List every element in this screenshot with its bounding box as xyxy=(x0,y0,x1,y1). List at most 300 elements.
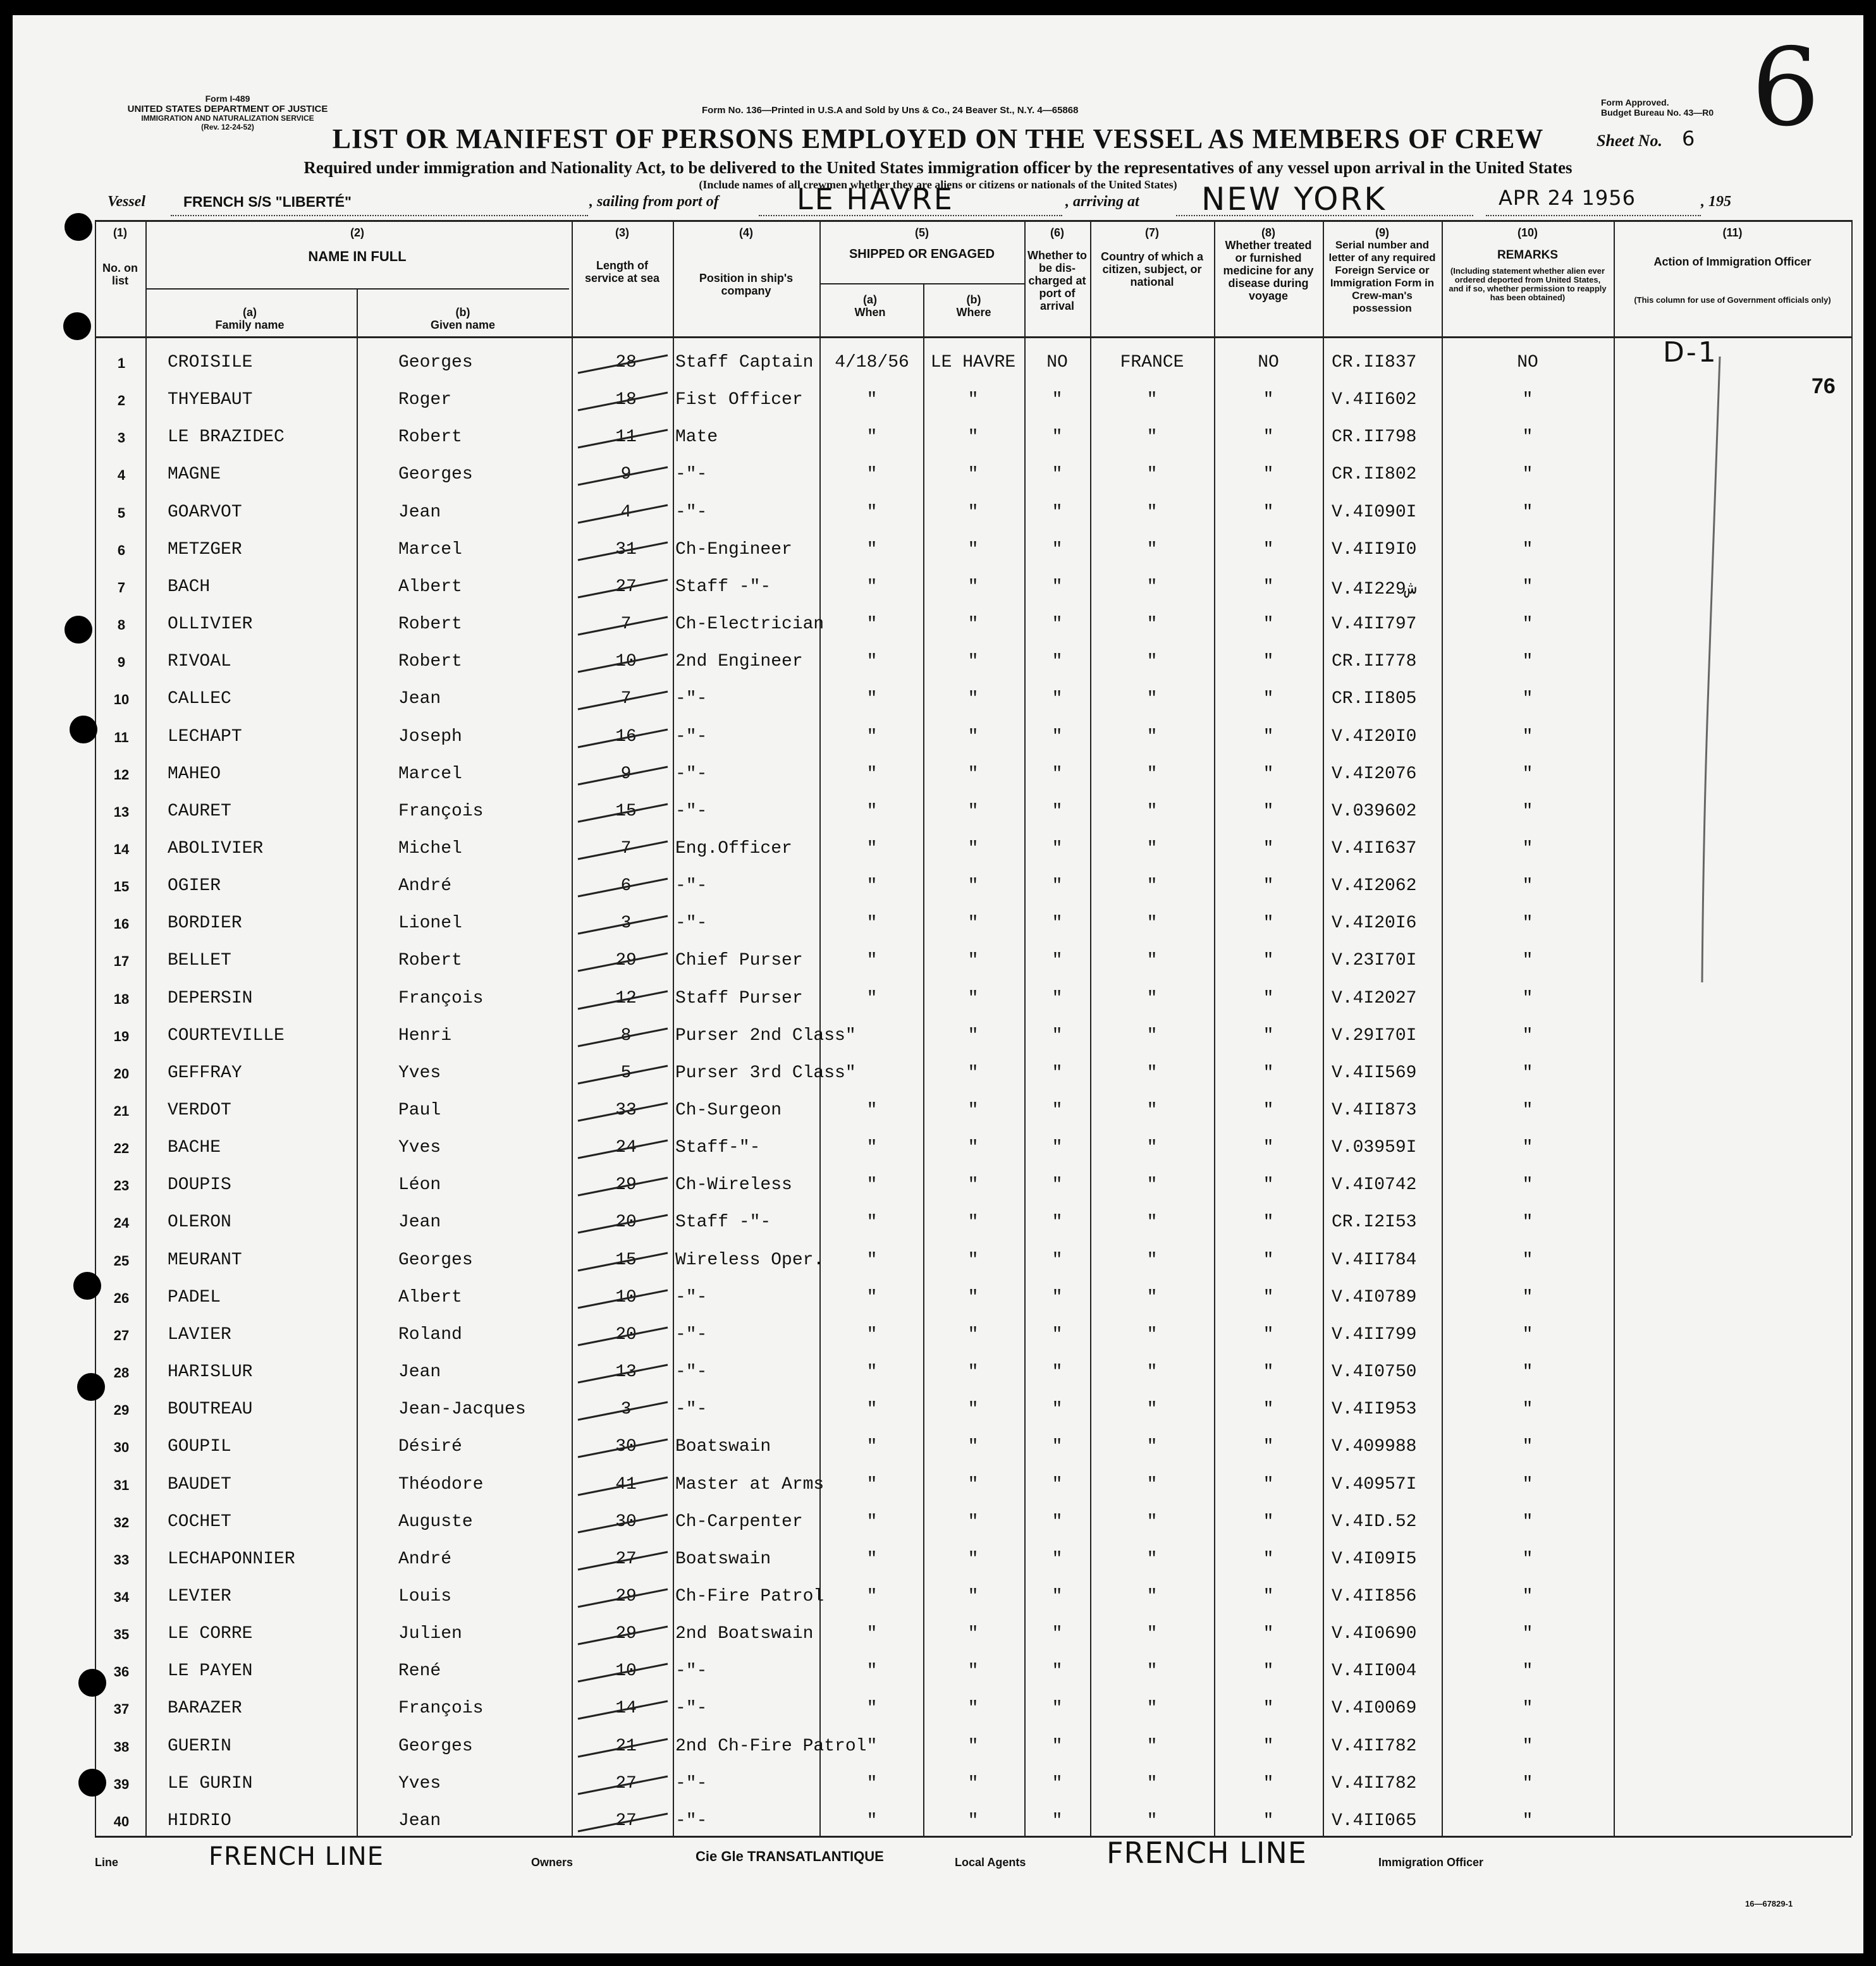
pencil-check-mark xyxy=(575,1174,670,1199)
cell-where: " xyxy=(967,652,979,671)
cell-where: " xyxy=(967,577,979,597)
pencil-check-mark xyxy=(575,1511,670,1536)
cell-where: " xyxy=(967,1175,979,1195)
cell-position: Purser 2nd Class" xyxy=(675,1026,856,1046)
cell-discharged: " xyxy=(1051,1774,1063,1793)
cell-remarks: " xyxy=(1522,913,1533,933)
given-name-header: Given name xyxy=(430,319,496,331)
cell-discharged: " xyxy=(1051,427,1063,447)
cell-given: Jean xyxy=(398,503,441,522)
cell-when: " xyxy=(866,1175,878,1195)
cell-family: VERDOT xyxy=(168,1101,231,1120)
cell-given: Albert xyxy=(398,577,462,597)
cell-serial: V.40957I xyxy=(1332,1475,1417,1494)
cell-where: " xyxy=(967,1026,979,1046)
cell-where: " xyxy=(967,951,979,970)
cell-remarks: " xyxy=(1522,839,1533,858)
cell-given: Robert xyxy=(398,951,462,970)
cell-position: -"- xyxy=(675,876,708,896)
form-rev: (Rev. 12-24-52) xyxy=(201,123,254,131)
cell-length: 7 xyxy=(620,689,632,709)
pencil-check-mark xyxy=(575,875,670,900)
cell-discharged: " xyxy=(1051,727,1063,747)
cell-country: " xyxy=(1146,1699,1158,1718)
cell-remarks: " xyxy=(1522,1138,1533,1157)
cell-remarks: " xyxy=(1522,1624,1533,1644)
cell-remarks: " xyxy=(1522,1400,1533,1419)
cell-serial: V.409988 xyxy=(1332,1437,1417,1456)
cell-length: 20 xyxy=(615,1212,637,1232)
cell-position: Eng.Officer xyxy=(675,839,792,858)
cell-family: COURTEVILLE xyxy=(168,1026,285,1046)
crew-count-mark: 76 xyxy=(1812,374,1836,398)
cell-given: Lionel xyxy=(398,913,462,933)
cell-given: Robert xyxy=(398,427,462,447)
arrival-port: NEW YORK xyxy=(1201,181,1387,217)
cell-country: " xyxy=(1146,614,1158,634)
cell-country: " xyxy=(1146,1512,1158,1532)
cell-given: Robert xyxy=(398,652,462,671)
row-number: 33 xyxy=(113,1552,130,1568)
punch-hole xyxy=(64,213,92,241)
cell-position: Boatswain xyxy=(675,1437,771,1456)
cell-when: " xyxy=(866,465,878,484)
cell-position: -"- xyxy=(675,913,708,933)
pencil-check-mark xyxy=(575,987,670,1013)
cell-where: " xyxy=(967,1475,979,1494)
cell-country: " xyxy=(1146,540,1158,559)
cell-position: -"- xyxy=(675,1288,708,1307)
cell-serial: V.4I2062 xyxy=(1332,876,1417,896)
row-number: 16 xyxy=(113,916,130,932)
row-number: 3 xyxy=(117,430,126,446)
cell-serial: V.039602 xyxy=(1332,802,1417,821)
row-number: 39 xyxy=(113,1776,130,1792)
cell-remarks: " xyxy=(1522,1699,1533,1718)
cell-country: " xyxy=(1146,1437,1158,1456)
cell-where: " xyxy=(967,764,979,784)
cell-length: 28 xyxy=(615,353,637,372)
cell-family: BELLET xyxy=(168,951,231,970)
cell-treated: " xyxy=(1263,614,1274,634)
length-of-service-header: Length of service at sea xyxy=(584,259,660,284)
row-number: 18 xyxy=(113,991,130,1007)
cell-serial: V.4I0750 xyxy=(1332,1362,1417,1382)
cell-serial: V.4II637 xyxy=(1332,839,1417,858)
cell-discharged: " xyxy=(1051,577,1063,597)
row-number: 1 xyxy=(117,355,126,371)
pencil-check-mark xyxy=(575,1286,670,1312)
cell-treated: " xyxy=(1263,503,1274,522)
col10-number: (10) xyxy=(1517,226,1538,239)
cell-country: " xyxy=(1146,1325,1158,1345)
cell-length: 6 xyxy=(620,876,632,896)
col1-number: (1) xyxy=(113,226,127,239)
cell-given: René xyxy=(398,1661,441,1681)
cell-given: Louis xyxy=(398,1587,452,1606)
cell-position: Chief Purser xyxy=(675,951,803,970)
cell-country: " xyxy=(1146,1737,1158,1756)
cell-given: Yves xyxy=(398,1063,441,1083)
cell-discharged: " xyxy=(1051,989,1063,1008)
cell-remarks: " xyxy=(1522,1288,1533,1307)
cell-position: Mate xyxy=(675,427,718,447)
cell-position: Boatswain xyxy=(675,1549,771,1569)
cell-when: " xyxy=(866,913,878,933)
cell-serial: V.4I0690 xyxy=(1332,1624,1417,1644)
pencil-check-mark xyxy=(575,1548,670,1573)
cell-where: " xyxy=(967,727,979,747)
col11-number: (11) xyxy=(1722,226,1743,239)
cell-when: " xyxy=(866,1101,878,1120)
cell-where: " xyxy=(967,1325,979,1345)
form-approved: Form Approved. xyxy=(1601,97,1669,107)
cell-where: " xyxy=(967,876,979,896)
cell-discharged: " xyxy=(1051,1101,1063,1120)
manifest-note: (Include names of all crewmen whether they are aliens or citizens or nationals of the United States) xyxy=(699,178,1177,191)
cell-treated: " xyxy=(1263,1250,1274,1270)
cell-where: " xyxy=(967,1212,979,1232)
cell-treated: " xyxy=(1263,802,1274,821)
cell-length: 3 xyxy=(620,1400,632,1419)
pencil-check-mark xyxy=(575,1623,670,1648)
discharged-header: Whether to be dis-charged at port of arrival xyxy=(1027,249,1087,312)
cell-remarks: " xyxy=(1522,1212,1533,1232)
pencil-check-mark xyxy=(575,1773,670,1798)
cell-position: -"- xyxy=(675,764,708,784)
pencil-check-mark xyxy=(575,351,670,377)
cell-given: Georges xyxy=(398,1250,473,1270)
cell-discharged: " xyxy=(1051,1175,1063,1195)
cell-serial: V.4I0789 xyxy=(1332,1288,1417,1307)
cell-given: Albert xyxy=(398,1288,462,1307)
cell-discharged: " xyxy=(1051,1811,1063,1831)
cell-discharged: " xyxy=(1051,951,1063,970)
cell-length: 3 xyxy=(620,913,632,933)
row-number: 5 xyxy=(117,505,126,521)
cell-country: " xyxy=(1146,465,1158,484)
cell-family: LECHAPT xyxy=(168,727,242,747)
cell-country: " xyxy=(1146,764,1158,784)
cell-position: -"- xyxy=(675,1699,708,1718)
cell-discharged: " xyxy=(1051,1325,1063,1345)
action-pencil-line xyxy=(1695,357,1732,989)
cell-where: " xyxy=(967,1774,979,1793)
action-header: Action of Immigration Officer xyxy=(1653,255,1812,268)
shipped-header: SHIPPED OR ENGAGED xyxy=(849,247,995,261)
cell-remarks: " xyxy=(1522,1774,1533,1793)
cell-length: 15 xyxy=(615,1250,637,1270)
cell-discharged: " xyxy=(1051,1250,1063,1270)
cell-serial: V.4II004 xyxy=(1332,1661,1417,1681)
pencil-check-mark xyxy=(575,1697,670,1723)
cell-when: " xyxy=(866,1737,878,1756)
cell-length: 41 xyxy=(615,1475,637,1494)
cell-when: " xyxy=(866,1400,878,1419)
pencil-check-mark xyxy=(575,1099,670,1125)
cell-treated: " xyxy=(1263,1475,1274,1494)
pencil-check-mark xyxy=(575,1062,670,1087)
vessel-label: Vessel xyxy=(107,193,145,210)
cell-length: 27 xyxy=(615,577,637,597)
cell-family: BACHE xyxy=(168,1138,221,1157)
cell-length: 27 xyxy=(615,1811,637,1831)
cell-country: " xyxy=(1146,1661,1158,1681)
cell-serial: V.4II782 xyxy=(1332,1737,1417,1756)
cell-country: " xyxy=(1146,1026,1158,1046)
row-number: 11 xyxy=(114,730,129,745)
cell-where: " xyxy=(967,1288,979,1307)
cell-remarks: " xyxy=(1522,1250,1533,1270)
cell-position: -"- xyxy=(675,727,708,747)
cell-length: 21 xyxy=(615,1737,637,1756)
cell-length: 33 xyxy=(615,1101,637,1120)
cell-serial: V.4I0069 xyxy=(1332,1699,1417,1718)
cell-treated: " xyxy=(1263,989,1274,1008)
cell-position: Master at Arms xyxy=(675,1475,825,1494)
punch-hole xyxy=(63,312,91,340)
cell-treated: " xyxy=(1263,540,1274,559)
cell-position: Staff -"- xyxy=(675,577,771,597)
cell-country: " xyxy=(1146,503,1158,522)
cell-when: " xyxy=(866,1587,878,1606)
cell-remarks: " xyxy=(1522,727,1533,747)
cell-family: BOUTREAU xyxy=(168,1400,253,1419)
cell-country: " xyxy=(1146,652,1158,671)
cell-position: -"- xyxy=(675,465,708,484)
cell-remarks: " xyxy=(1522,1587,1533,1606)
cell-position: Ch-Surgeon xyxy=(675,1101,782,1120)
cell-where: " xyxy=(967,1811,979,1831)
cell-country: " xyxy=(1146,1101,1158,1120)
cell-discharged: " xyxy=(1051,1624,1063,1644)
cell-serial: V.4II873 xyxy=(1332,1101,1417,1120)
cell-where: " xyxy=(967,989,979,1008)
cell-treated: " xyxy=(1263,1362,1274,1382)
cell-family: LE CORRE xyxy=(168,1624,253,1644)
cell-length: 8 xyxy=(620,1026,632,1046)
cell-where: " xyxy=(967,1138,979,1157)
cell-country: " xyxy=(1146,1811,1158,1831)
cell-length: 9 xyxy=(620,764,632,784)
cell-given: Georges xyxy=(398,353,473,372)
cell-family: LE BRAZIDEC xyxy=(168,427,285,447)
cell-length: 20 xyxy=(615,1325,637,1345)
pencil-check-mark xyxy=(575,1361,670,1386)
row-number: 14 xyxy=(113,841,130,857)
cell-country: " xyxy=(1146,1250,1158,1270)
pencil-check-mark xyxy=(575,838,670,863)
row-number: 32 xyxy=(113,1515,130,1530)
cell-where: " xyxy=(967,1400,979,1419)
cell-family: MAHEO xyxy=(168,764,221,784)
treated-header: Whether treated or furnished medicine for any disease during voyage xyxy=(1223,239,1314,302)
cell-country: " xyxy=(1146,1400,1158,1419)
cell-length: 10 xyxy=(615,652,637,671)
cell-country: " xyxy=(1146,427,1158,447)
cell-country: " xyxy=(1146,390,1158,410)
cell-length: 15 xyxy=(615,802,637,821)
cell-when: " xyxy=(866,951,878,970)
pencil-check-mark xyxy=(575,1211,670,1236)
cell-remarks: " xyxy=(1522,1512,1533,1532)
cell-serial: CR.II778 xyxy=(1332,652,1417,671)
cell-discharged: " xyxy=(1051,1475,1063,1494)
cell-serial: V.4II799 xyxy=(1332,1325,1417,1345)
cell-when: " xyxy=(866,390,878,410)
cell-where: " xyxy=(967,1587,979,1606)
cell-when: " xyxy=(866,727,878,747)
cell-position: Staff -"- xyxy=(675,1212,771,1232)
cell-remarks: " xyxy=(1522,1101,1533,1120)
row-number: 10 xyxy=(113,692,130,707)
cell-when: " xyxy=(866,1138,878,1157)
cell-family: OGIER xyxy=(168,876,221,896)
cell-remarks: " xyxy=(1522,951,1533,970)
action-subheader: (This column for use of Government officials only) xyxy=(1634,295,1831,305)
cell-given: Yves xyxy=(398,1138,441,1157)
col4-number: (4) xyxy=(739,226,753,239)
cell-discharged: " xyxy=(1051,1026,1063,1046)
cell-given: Joseph xyxy=(398,727,462,747)
cell-length: 16 xyxy=(615,727,637,747)
cell-treated: " xyxy=(1263,390,1274,410)
cell-serial: V.23I70I xyxy=(1332,951,1417,970)
cell-when: " xyxy=(866,1437,878,1456)
cell-serial: V.4II602 xyxy=(1332,390,1417,410)
cell-position: Ch-Carpenter xyxy=(675,1512,803,1532)
cell-position: Purser 3rd Class" xyxy=(675,1063,856,1083)
cell-country: FRANCE xyxy=(1120,353,1184,372)
cell-treated: " xyxy=(1263,1661,1274,1681)
cell-remarks: " xyxy=(1522,1026,1533,1046)
cell-given: André xyxy=(398,876,452,896)
col3-number: (3) xyxy=(615,226,629,239)
sheet-number: 6 xyxy=(1682,126,1695,150)
cell-length: 30 xyxy=(615,1512,637,1532)
cell-when: " xyxy=(866,427,878,447)
cell-family: DEPERSIN xyxy=(168,989,253,1008)
agency-line1: UNITED STATES DEPARTMENT OF JUSTICE xyxy=(127,104,328,114)
pencil-check-mark xyxy=(575,576,670,601)
cell-position: -"- xyxy=(675,802,708,821)
cell-given: Yves xyxy=(398,1774,441,1793)
cell-country: " xyxy=(1146,1138,1158,1157)
cell-discharged: " xyxy=(1051,689,1063,709)
cell-when: " xyxy=(866,839,878,858)
row-number: 38 xyxy=(113,1739,130,1755)
cell-treated: " xyxy=(1263,764,1274,784)
cell-treated: " xyxy=(1263,1212,1274,1232)
cell-length: 14 xyxy=(615,1699,637,1718)
cell-country: " xyxy=(1146,951,1158,970)
cell-family: CALLEC xyxy=(168,689,231,709)
cell-remarks: NO xyxy=(1517,353,1538,372)
cell-when: " xyxy=(866,1549,878,1569)
cell-discharged: " xyxy=(1051,390,1063,410)
row-number: 27 xyxy=(113,1328,130,1343)
row-number: 40 xyxy=(113,1814,130,1829)
family-name-header: Family name xyxy=(215,319,285,331)
pencil-check-mark xyxy=(575,726,670,751)
cell-family: GUERIN xyxy=(168,1737,231,1756)
cell-family: MEURANT xyxy=(168,1250,242,1270)
cell-family: LECHAPONNIER xyxy=(168,1549,295,1569)
family-letter: (a) xyxy=(243,306,257,319)
cell-position: Ch-Engineer xyxy=(675,540,792,559)
arrival-date: APR 24 1956 xyxy=(1499,186,1636,210)
cell-family: MAGNE xyxy=(168,465,221,484)
row-number: 35 xyxy=(113,1627,130,1642)
cell-country: " xyxy=(1146,1549,1158,1569)
cell-remarks: " xyxy=(1522,1661,1533,1681)
cell-serial: V.29I70I xyxy=(1332,1026,1417,1046)
pencil-check-mark xyxy=(575,1660,670,1685)
cell-remarks: " xyxy=(1522,1811,1533,1831)
sheet-label: Sheet No. xyxy=(1597,131,1662,150)
cell-when: " xyxy=(866,764,878,784)
row-number: 9 xyxy=(117,654,126,670)
arriving-label: , arriving at xyxy=(1065,193,1139,210)
row-number: 17 xyxy=(113,953,130,969)
cell-when: " xyxy=(866,1288,878,1307)
cell-serial: V.03959I xyxy=(1332,1138,1417,1157)
cell-position: 2nd Engineer xyxy=(675,652,803,671)
cell-discharged: " xyxy=(1051,540,1063,559)
cell-remarks: " xyxy=(1522,764,1533,784)
cell-treated: " xyxy=(1263,951,1274,970)
cell-given: Robert xyxy=(398,614,462,634)
big-sheet-number: 6 xyxy=(1751,25,1820,150)
cell-where: " xyxy=(967,1661,979,1681)
agency-line2: IMMIGRATION AND NATURALIZATION SERVICE xyxy=(141,114,314,123)
cell-when: " xyxy=(866,689,878,709)
cell-remarks: " xyxy=(1522,876,1533,896)
pencil-check-mark xyxy=(575,463,670,489)
cell-discharged: " xyxy=(1051,1212,1063,1232)
pencil-check-mark xyxy=(575,1324,670,1349)
cell-family: COCHET xyxy=(168,1512,231,1532)
cell-where: " xyxy=(967,503,979,522)
cell-length: 18 xyxy=(615,390,637,410)
row-number: 28 xyxy=(113,1365,130,1381)
pencil-check-mark xyxy=(575,613,670,638)
cell-where: " xyxy=(967,1362,979,1382)
cell-family: GOUPIL xyxy=(168,1437,231,1456)
cell-given: Paul xyxy=(398,1101,441,1120)
remarks-header: REMARKS xyxy=(1497,248,1559,262)
punch-hole xyxy=(78,1769,106,1797)
cell-given: Michel xyxy=(398,839,462,858)
cell-serial: V.4I09I5 xyxy=(1332,1549,1417,1569)
cell-treated: " xyxy=(1263,1138,1274,1157)
cell-where: " xyxy=(967,614,979,634)
cell-remarks: " xyxy=(1522,1362,1533,1382)
cell-when: " xyxy=(866,1212,878,1232)
cell-remarks: " xyxy=(1522,1325,1533,1345)
cell-position: -"- xyxy=(675,1362,708,1382)
cell-length: 11 xyxy=(615,427,637,447)
row-number: 37 xyxy=(113,1701,130,1717)
cell-discharged: " xyxy=(1051,1063,1063,1083)
cell-family: BAUDET xyxy=(168,1475,231,1494)
cell-treated: " xyxy=(1263,1101,1274,1120)
cell-country: " xyxy=(1146,1063,1158,1083)
when-header: When xyxy=(854,306,886,319)
cell-position: -"- xyxy=(675,1811,708,1831)
cell-remarks: " xyxy=(1522,503,1533,522)
pencil-check-mark xyxy=(575,650,670,676)
